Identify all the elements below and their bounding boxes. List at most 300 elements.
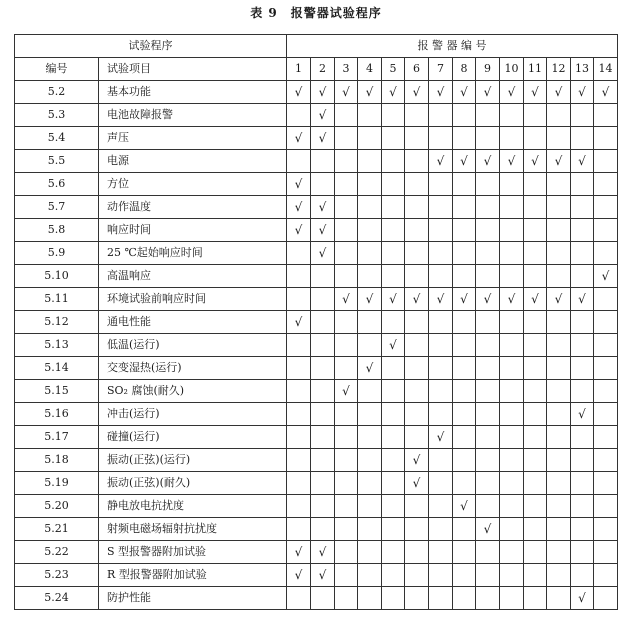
- check-mark: √: [453, 150, 476, 173]
- check-mark: √: [335, 380, 358, 403]
- test-procedure-table: [14, 34, 618, 610]
- empty-cell: [311, 403, 335, 426]
- clause-number: 5.15: [15, 380, 99, 403]
- table-row: [15, 518, 618, 541]
- empty-cell: [476, 472, 500, 495]
- empty-cell: [547, 380, 571, 403]
- empty-cell: [547, 449, 571, 472]
- empty-cell: [335, 403, 358, 426]
- table-row: [15, 541, 618, 564]
- empty-cell: [335, 541, 358, 564]
- test-item-name: 电池故障报警: [99, 104, 287, 127]
- empty-cell: [358, 334, 382, 357]
- empty-cell: [476, 219, 500, 242]
- empty-cell: [500, 564, 524, 587]
- empty-cell: [405, 104, 429, 127]
- detector-number-13: 13: [571, 58, 594, 81]
- table-row: [15, 426, 618, 449]
- empty-cell: [358, 265, 382, 288]
- empty-cell: [476, 104, 500, 127]
- empty-cell: [405, 426, 429, 449]
- empty-cell: [547, 196, 571, 219]
- empty-cell: [547, 127, 571, 150]
- empty-cell: [476, 265, 500, 288]
- empty-cell: [524, 541, 547, 564]
- check-mark: √: [524, 150, 547, 173]
- empty-cell: [453, 242, 476, 265]
- empty-cell: [287, 288, 311, 311]
- empty-cell: [524, 104, 547, 127]
- empty-cell: [287, 449, 311, 472]
- empty-cell: [547, 495, 571, 518]
- empty-cell: [358, 426, 382, 449]
- empty-cell: [405, 219, 429, 242]
- empty-cell: [405, 242, 429, 265]
- check-mark: √: [382, 288, 405, 311]
- detector-number-7: 7: [429, 58, 453, 81]
- empty-cell: [524, 265, 547, 288]
- test-item-name: 方位: [99, 173, 287, 196]
- clause-number: 5.5: [15, 150, 99, 173]
- test-item-name: 静电放电抗扰度: [99, 495, 287, 518]
- empty-cell: [382, 495, 405, 518]
- column-header-item: 试验项目: [99, 58, 287, 81]
- table-row: [15, 495, 618, 518]
- check-mark: √: [358, 288, 382, 311]
- empty-cell: [476, 311, 500, 334]
- test-item-name: 基本功能: [99, 81, 287, 104]
- clause-number: 5.13: [15, 334, 99, 357]
- check-mark: √: [287, 81, 311, 104]
- clause-number: 5.3: [15, 104, 99, 127]
- empty-cell: [547, 173, 571, 196]
- test-item-name: 交变湿热(运行): [99, 357, 287, 380]
- empty-cell: [547, 311, 571, 334]
- test-item-name: R 型报警器附加试验: [99, 564, 287, 587]
- check-mark: √: [405, 472, 429, 495]
- clause-number: 5.24: [15, 587, 99, 610]
- empty-cell: [405, 127, 429, 150]
- empty-cell: [311, 449, 335, 472]
- empty-cell: [524, 380, 547, 403]
- empty-cell: [594, 587, 618, 610]
- check-mark: √: [571, 288, 594, 311]
- detector-number-2: 2: [311, 58, 335, 81]
- empty-cell: [405, 518, 429, 541]
- empty-cell: [287, 587, 311, 610]
- empty-cell: [358, 472, 382, 495]
- empty-cell: [500, 495, 524, 518]
- empty-cell: [524, 357, 547, 380]
- empty-cell: [500, 311, 524, 334]
- empty-cell: [500, 265, 524, 288]
- check-mark: √: [547, 150, 571, 173]
- empty-cell: [429, 587, 453, 610]
- empty-cell: [594, 357, 618, 380]
- empty-cell: [594, 564, 618, 587]
- empty-cell: [287, 472, 311, 495]
- empty-cell: [453, 265, 476, 288]
- empty-cell: [311, 587, 335, 610]
- table-row: [15, 587, 618, 610]
- empty-cell: [335, 426, 358, 449]
- empty-cell: [405, 150, 429, 173]
- empty-cell: [405, 196, 429, 219]
- empty-cell: [382, 472, 405, 495]
- empty-cell: [335, 357, 358, 380]
- clause-number: 5.17: [15, 426, 99, 449]
- empty-cell: [429, 541, 453, 564]
- empty-cell: [500, 403, 524, 426]
- test-item-name: 防护性能: [99, 587, 287, 610]
- table-row: [15, 81, 618, 104]
- empty-cell: [429, 196, 453, 219]
- empty-cell: [382, 380, 405, 403]
- empty-cell: [429, 380, 453, 403]
- empty-cell: [311, 173, 335, 196]
- check-mark: √: [287, 127, 311, 150]
- empty-cell: [453, 518, 476, 541]
- empty-cell: [500, 127, 524, 150]
- clause-number: 5.4: [15, 127, 99, 150]
- empty-cell: [594, 311, 618, 334]
- empty-cell: [405, 173, 429, 196]
- check-mark: √: [311, 242, 335, 265]
- empty-cell: [594, 495, 618, 518]
- clause-number: 5.14: [15, 357, 99, 380]
- empty-cell: [335, 334, 358, 357]
- empty-cell: [405, 357, 429, 380]
- empty-cell: [476, 564, 500, 587]
- empty-cell: [500, 472, 524, 495]
- empty-cell: [382, 196, 405, 219]
- empty-cell: [547, 104, 571, 127]
- empty-cell: [594, 403, 618, 426]
- empty-cell: [594, 219, 618, 242]
- empty-cell: [311, 472, 335, 495]
- empty-cell: [594, 426, 618, 449]
- empty-cell: [429, 127, 453, 150]
- table-row: [15, 380, 618, 403]
- table-row: [15, 311, 618, 334]
- empty-cell: [382, 403, 405, 426]
- clause-number: 5.10: [15, 265, 99, 288]
- check-mark: √: [287, 564, 311, 587]
- empty-cell: [500, 242, 524, 265]
- empty-cell: [571, 219, 594, 242]
- table-row: [15, 219, 618, 242]
- empty-cell: [335, 495, 358, 518]
- detector-number-14: 14: [594, 58, 618, 81]
- empty-cell: [335, 265, 358, 288]
- check-mark: √: [453, 288, 476, 311]
- empty-cell: [335, 518, 358, 541]
- empty-cell: [524, 403, 547, 426]
- empty-cell: [429, 173, 453, 196]
- header-row-columns: [15, 58, 618, 81]
- empty-cell: [453, 334, 476, 357]
- empty-cell: [571, 472, 594, 495]
- empty-cell: [524, 518, 547, 541]
- table-row: [15, 150, 618, 173]
- table-body: [15, 81, 618, 610]
- empty-cell: [453, 426, 476, 449]
- check-mark: √: [571, 403, 594, 426]
- empty-cell: [524, 472, 547, 495]
- empty-cell: [287, 495, 311, 518]
- empty-cell: [335, 219, 358, 242]
- column-header-number: 编号: [15, 58, 99, 81]
- empty-cell: [594, 380, 618, 403]
- clause-number: 5.19: [15, 472, 99, 495]
- empty-cell: [335, 150, 358, 173]
- empty-cell: [382, 564, 405, 587]
- empty-cell: [287, 334, 311, 357]
- detector-number-9: 9: [476, 58, 500, 81]
- empty-cell: [358, 541, 382, 564]
- empty-cell: [571, 311, 594, 334]
- check-mark: √: [500, 150, 524, 173]
- empty-cell: [429, 472, 453, 495]
- empty-cell: [311, 380, 335, 403]
- table-row: [15, 288, 618, 311]
- empty-cell: [287, 242, 311, 265]
- empty-cell: [476, 380, 500, 403]
- empty-cell: [335, 564, 358, 587]
- table-row: [15, 104, 618, 127]
- empty-cell: [382, 587, 405, 610]
- table-row: [15, 196, 618, 219]
- empty-cell: [335, 449, 358, 472]
- detector-number-4: 4: [358, 58, 382, 81]
- empty-cell: [405, 311, 429, 334]
- empty-cell: [429, 219, 453, 242]
- empty-cell: [547, 587, 571, 610]
- empty-cell: [476, 587, 500, 610]
- clause-number: 5.2: [15, 81, 99, 104]
- empty-cell: [382, 311, 405, 334]
- empty-cell: [547, 426, 571, 449]
- check-mark: √: [476, 81, 500, 104]
- empty-cell: [547, 219, 571, 242]
- empty-cell: [287, 380, 311, 403]
- empty-cell: [476, 334, 500, 357]
- test-item-name: 射频电磁场辐射抗扰度: [99, 518, 287, 541]
- empty-cell: [547, 334, 571, 357]
- empty-cell: [382, 219, 405, 242]
- empty-cell: [335, 173, 358, 196]
- empty-cell: [382, 173, 405, 196]
- test-item-name: SO₂ 腐蚀(耐久): [99, 380, 287, 403]
- table-caption: 表 9 报警器试验程序: [250, 6, 382, 20]
- test-item-name: 响应时间: [99, 219, 287, 242]
- empty-cell: [358, 196, 382, 219]
- empty-cell: [594, 288, 618, 311]
- empty-cell: [594, 196, 618, 219]
- empty-cell: [547, 242, 571, 265]
- check-mark: √: [453, 495, 476, 518]
- empty-cell: [311, 495, 335, 518]
- empty-cell: [571, 541, 594, 564]
- empty-cell: [594, 173, 618, 196]
- test-item-name: 通电性能: [99, 311, 287, 334]
- empty-cell: [405, 541, 429, 564]
- empty-cell: [594, 334, 618, 357]
- check-mark: √: [453, 81, 476, 104]
- empty-cell: [524, 127, 547, 150]
- check-mark: √: [335, 288, 358, 311]
- clause-number: 5.7: [15, 196, 99, 219]
- table-row: [15, 357, 618, 380]
- empty-cell: [335, 472, 358, 495]
- empty-cell: [500, 219, 524, 242]
- empty-cell: [476, 173, 500, 196]
- empty-cell: [311, 426, 335, 449]
- empty-cell: [335, 587, 358, 610]
- empty-cell: [571, 196, 594, 219]
- empty-cell: [358, 173, 382, 196]
- empty-cell: [500, 357, 524, 380]
- empty-cell: [405, 564, 429, 587]
- empty-cell: [524, 564, 547, 587]
- empty-cell: [382, 426, 405, 449]
- empty-cell: [500, 104, 524, 127]
- check-mark: √: [358, 357, 382, 380]
- empty-cell: [524, 311, 547, 334]
- empty-cell: [524, 334, 547, 357]
- empty-cell: [311, 150, 335, 173]
- empty-cell: [500, 380, 524, 403]
- check-mark: √: [311, 541, 335, 564]
- empty-cell: [571, 127, 594, 150]
- empty-cell: [571, 564, 594, 587]
- check-mark: √: [311, 196, 335, 219]
- empty-cell: [382, 449, 405, 472]
- check-mark: √: [405, 288, 429, 311]
- table-row: [15, 334, 618, 357]
- empty-cell: [358, 564, 382, 587]
- empty-cell: [429, 449, 453, 472]
- test-item-name: 低温(运行): [99, 334, 287, 357]
- check-mark: √: [547, 81, 571, 104]
- empty-cell: [405, 495, 429, 518]
- clause-number: 5.8: [15, 219, 99, 242]
- empty-cell: [500, 196, 524, 219]
- empty-cell: [571, 104, 594, 127]
- detector-number-5: 5: [382, 58, 405, 81]
- empty-cell: [429, 104, 453, 127]
- empty-cell: [358, 311, 382, 334]
- empty-cell: [429, 242, 453, 265]
- empty-cell: [358, 219, 382, 242]
- empty-cell: [335, 104, 358, 127]
- empty-cell: [500, 587, 524, 610]
- test-item-name: 高温响应: [99, 265, 287, 288]
- check-mark: √: [311, 219, 335, 242]
- empty-cell: [287, 357, 311, 380]
- empty-cell: [500, 541, 524, 564]
- empty-cell: [358, 495, 382, 518]
- empty-cell: [358, 449, 382, 472]
- empty-cell: [358, 518, 382, 541]
- detector-number-header: 报 警 器 编 号: [287, 35, 618, 58]
- empty-cell: [358, 380, 382, 403]
- empty-cell: [358, 403, 382, 426]
- empty-cell: [453, 380, 476, 403]
- empty-cell: [453, 564, 476, 587]
- empty-cell: [382, 104, 405, 127]
- empty-cell: [453, 311, 476, 334]
- empty-cell: [500, 426, 524, 449]
- empty-cell: [594, 541, 618, 564]
- empty-cell: [311, 311, 335, 334]
- check-mark: √: [429, 81, 453, 104]
- empty-cell: [571, 173, 594, 196]
- empty-cell: [405, 380, 429, 403]
- clause-number: 5.6: [15, 173, 99, 196]
- check-mark: √: [311, 104, 335, 127]
- empty-cell: [429, 334, 453, 357]
- empty-cell: [571, 518, 594, 541]
- empty-cell: [476, 541, 500, 564]
- table-row: [15, 127, 618, 150]
- test-item-name: 电源: [99, 150, 287, 173]
- empty-cell: [594, 104, 618, 127]
- check-mark: √: [335, 81, 358, 104]
- empty-cell: [524, 219, 547, 242]
- clause-number: 5.23: [15, 564, 99, 587]
- check-mark: √: [476, 518, 500, 541]
- empty-cell: [524, 242, 547, 265]
- clause-number: 5.22: [15, 541, 99, 564]
- test-item-name: 动作温度: [99, 196, 287, 219]
- empty-cell: [405, 403, 429, 426]
- clause-number: 5.20: [15, 495, 99, 518]
- check-mark: √: [382, 334, 405, 357]
- empty-cell: [429, 265, 453, 288]
- check-mark: √: [547, 288, 571, 311]
- empty-cell: [287, 265, 311, 288]
- empty-cell: [382, 265, 405, 288]
- empty-cell: [571, 242, 594, 265]
- empty-cell: [547, 472, 571, 495]
- empty-cell: [571, 449, 594, 472]
- empty-cell: [382, 518, 405, 541]
- detector-number-3: 3: [335, 58, 358, 81]
- check-mark: √: [594, 81, 618, 104]
- check-mark: √: [287, 219, 311, 242]
- empty-cell: [311, 518, 335, 541]
- empty-cell: [594, 150, 618, 173]
- empty-cell: [524, 426, 547, 449]
- empty-cell: [571, 334, 594, 357]
- empty-cell: [453, 449, 476, 472]
- empty-cell: [476, 449, 500, 472]
- check-mark: √: [311, 81, 335, 104]
- test-item-name: 振动(正弦)(耐久): [99, 472, 287, 495]
- check-mark: √: [311, 564, 335, 587]
- clause-number: 5.11: [15, 288, 99, 311]
- empty-cell: [405, 587, 429, 610]
- check-mark: √: [571, 587, 594, 610]
- check-mark: √: [287, 173, 311, 196]
- header-row-top: [15, 35, 618, 58]
- empty-cell: [358, 127, 382, 150]
- empty-cell: [500, 173, 524, 196]
- table-row: [15, 449, 618, 472]
- empty-cell: [287, 403, 311, 426]
- empty-cell: [594, 127, 618, 150]
